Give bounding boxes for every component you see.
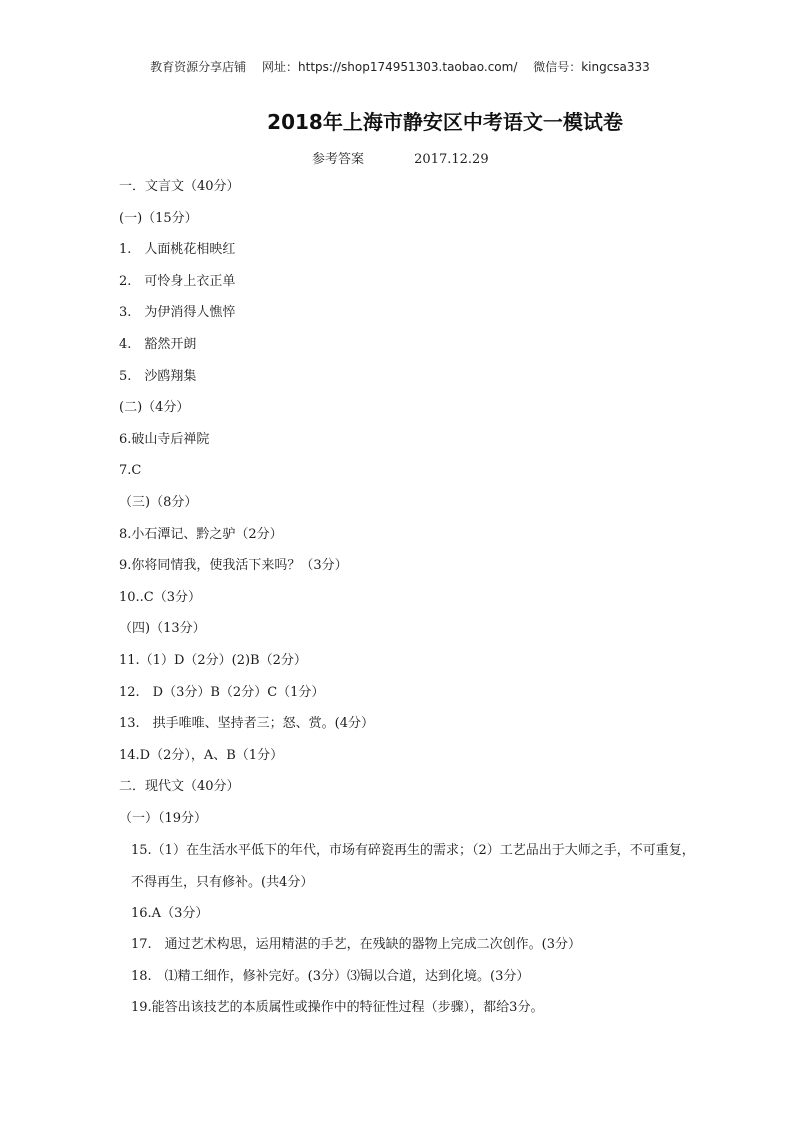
answer-line: 6.破山寺后禅院 xyxy=(119,431,210,447)
answer-line: 13. 拱手唯唯、坚持者三；怒、赏。(4分） xyxy=(119,716,375,732)
section-heading: 一．文言文（40分） xyxy=(119,179,240,194)
answer-line: 16.A（3分） xyxy=(131,905,209,921)
subsection-heading: (一)（15分） xyxy=(119,210,198,226)
answer-line: 18. ⑴精工细作，修补完好。(3分）⑶锔以合道，达到化境。(3分） xyxy=(131,968,530,984)
answer-line: 11.（1）D（2分）(2)B（2分） xyxy=(119,652,307,668)
answer-line: 1. 人面桃花相映红 xyxy=(119,242,236,258)
answer-line: 12. D（3分）B（2分）C（1分） xyxy=(119,684,325,700)
answer-line: 8.小石潭记、黔之驴（2分） xyxy=(119,526,283,542)
subsection-heading: （四)（13分） xyxy=(119,621,206,637)
answer-line: 15.（1）在生活水平低下的年代，市场有碎瓷再生的需求；（2）工艺品出于大师之手，不可重复，不得再生，只有修补。(共4分） xyxy=(131,843,695,891)
header-shop-name: 教育资源分享店铺 xyxy=(150,60,247,74)
answer-line: 3. 为伊消得人憔悴 xyxy=(119,305,236,321)
document-date: 2017.12.29 xyxy=(414,152,489,167)
document-subtitle xyxy=(312,148,489,167)
page-header xyxy=(0,58,800,75)
answer-line: 9.你将同情我，使我活下来吗？（3分） xyxy=(119,558,348,574)
answer-key-label: 参考答案 xyxy=(312,152,365,167)
answer-line: 2. 可怜身上衣正单 xyxy=(119,273,236,289)
answer-line: 7.C xyxy=(119,463,142,479)
subsection-heading: （三)（8分） xyxy=(119,494,198,510)
answer-line: 17. 通过艺术构思，运用精湛的手艺，在残缺的器物上完成二次创作。(3分） xyxy=(131,937,582,953)
answer-line: 19.能答出该技艺的本质属性或操作中的特征性过程（步骤），都给3分。 xyxy=(131,1000,544,1016)
answer-line: 14.D（2分），A、B（1分） xyxy=(119,747,284,763)
subsection-heading: （一）（19分） xyxy=(119,810,208,826)
header-wechat: 微信号：kingcsa333 xyxy=(533,60,650,74)
document-title: 2018年上海市静安区中考语文一模试卷 xyxy=(267,110,623,134)
answer-line: 10..C（3分） xyxy=(119,589,202,605)
section-heading: 二．现代文（40分） xyxy=(119,779,240,795)
answer-list xyxy=(119,177,699,1030)
subsection-heading: (二)（4分） xyxy=(119,400,190,416)
answer-line: 5. 沙鸥翔集 xyxy=(119,368,197,384)
answer-line: 4. 豁然开朗 xyxy=(119,336,197,352)
header-url: 网址：https://shop174951303.taobao.com/ xyxy=(262,60,518,74)
